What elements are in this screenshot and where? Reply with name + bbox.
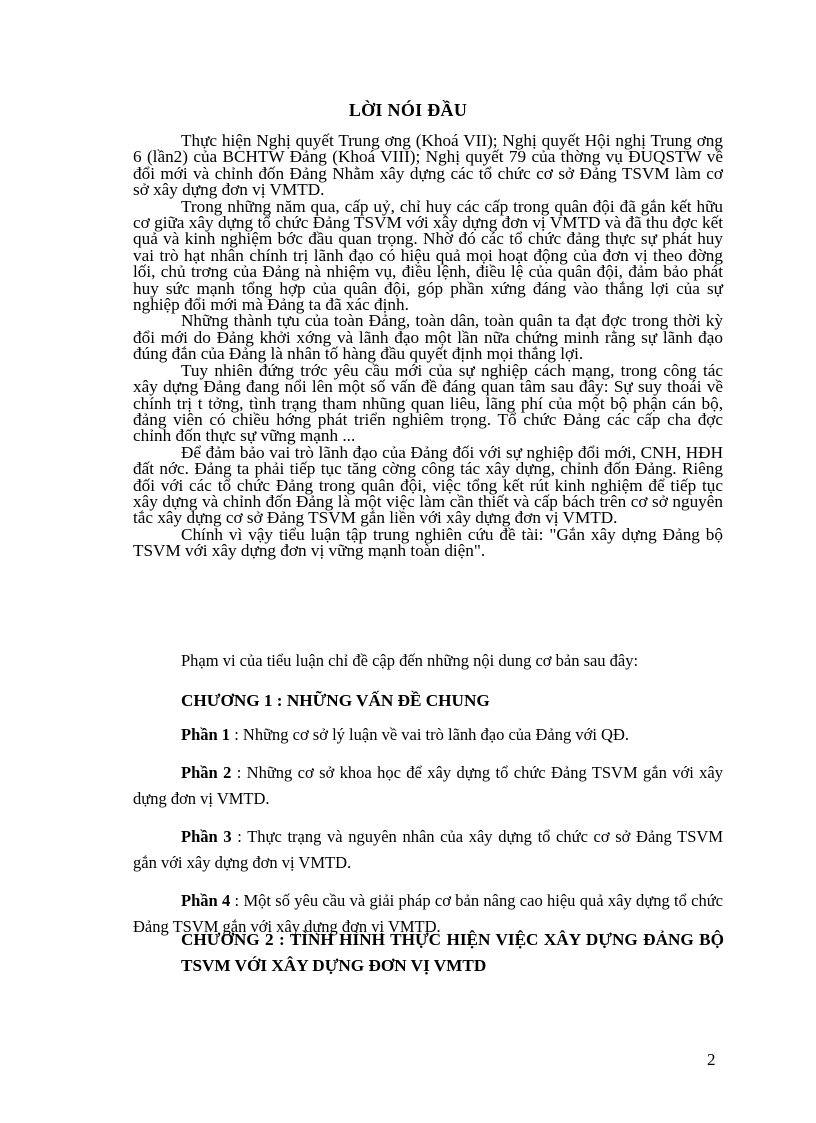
part-item [133,760,723,812]
paragraph: Tuy nhiên đứng trớc yêu cầu mới của sự nghiệp cách mạng, trong công tác xây dựng Đảng đang nổi lên một số vấn đề đáng quan tâm sau đây: Sự suy thoái về chính trị t tởng, tình trạng tham nhũng quan liêu, lãng phí của một bộ phận cán bộ, đảng viên có chiều hớng phát triển nghiêm trọng. Tổ chức Đảng các cấp cha đợc chỉnh đốn thực sự vững mạnh ... [133,360,723,446]
part-item [133,722,723,748]
page-number: 2 [707,1050,716,1069]
part-label: Phần 3 [181,827,232,846]
part-text: : Những cơ sở lý luận về vai trò lãnh đạo của Đảng với QĐ. [230,725,630,744]
paragraph: Để đảm bảo vai trò lãnh đạo của Đảng đối với sự nghiệp đổi mới, CNH, HĐH đất nớc. Đảng ta phải tiếp tục tăng cờng công tác xây dựng, chỉnh đốn Đảng. Riêng đối với các tổ chức Đảng trong quân đội, việc tổng kết rút kinh nghiệm để tiếp tục xây dựng và chỉnh đốn Đảng là một việc làm cần thiết và cấp bách trên cơ sở nguyên tắc xây dựng cơ sở Đảng TSVM gắn liền với xây dựng đơn vị VMTD. [133,442,723,528]
scope-text: Phạm vi của tiểu luận chỉ đề cập đến những nội dung cơ bản sau đây: [181,651,639,670]
chapter-1-section [133,690,723,952]
part-text: : Thực trạng và nguyên nhân của xây dựng tổ chức cơ sở Đảng TSVM gắn với xây dựng đơn vị VMTD. [133,827,723,872]
part-text: : Một số yêu cầu và giải pháp cơ bản nâng cao hiệu quả xây dựng tổ chức Đảng TSVM gắn với xây dựng đơn vị VMTD. [133,891,723,936]
part-label: Phần 4 [181,891,231,910]
paragraph: Những thành tựu của toàn Đảng, toàn dân, toàn quân ta đạt đợc trong thời kỳ đổi mới do Đảng khởi xớng và lãnh đạo một lần nữa chứng minh rằng sự lãnh đạo đúng đắn của Đảng là nhân tố hàng đầu quyết định mọi thắng lợi. [133,311,723,364]
part-item [133,824,723,876]
page-title: LỜI NÓI ĐẦU [348,100,468,120]
paragraph: Chính vì vậy tiểu luận tập trung nghiên cứu đề tài: "Gắn xây dựng Đảng bộ TSVM với xây dựng đơn vị vững mạnh toàn diện". [133,524,723,561]
chapter-2-heading: CHƯƠNG 2 : TÌNH HÌNH THỰC HIỆN VIỆC XÂY DỰNG ĐẢNG BỘ TSVM VỚI XÂY DỰNG ĐƠN VỊ VMTD [181,930,724,975]
chapter-1-heading: CHƯƠNG 1 : NHỮNG VẤN ĐỀ CHUNG [181,691,490,710]
part-text: : Những cơ sở khoa học để xây dựng tổ chức Đảng TSVM gắn với xây dựng đơn vị VMTD. [133,763,723,808]
intro-section [133,133,723,560]
part-label: Phần 2 [181,763,232,782]
paragraph: Trong những năm qua, cấp uỷ, chỉ huy các cấp trong quân đội đã gắn kết hữu cơ giữa xây dựng tổ chức Đảng TSVM với xây dựng đơn vị VMTD và đã thu đợc kết quả và kinh nghiệm bớc đầu quan trọng. Nhờ đó các tổ chức đảng thực sự phát huy vai trò hạt nhân chính trị lãnh đạo có hiệu quả mọi hoạt động của đơn vị theo đờng lối, chủ trơng của Đảng nà nhiệm vụ, điều lệnh, điều lệ của quân đội, đảm bảo phát huy sức mạnh tổng hợp của quân đội, góp phần xứng đáng vào thắng lợi của sự nghiệp đổi mới mà Đảng ta đã xác định. [133,196,723,315]
part-label: Phần 1 [181,725,231,744]
paragraph: Thực hiện Nghị quyết Trung ơng (Khoá VII); Nghị quyết Hội nghị Trung ơng 6 (lần2) của BCHTW Đảng (Khoá VIII); Nghị quyết 79 của thờng vụ ĐUQSTW về đổi mới và chỉnh đốn Đảng Nhằm xây dựng các tổ chức cơ sở Đảng TSVM làm cơ sở xây dựng đơn vị VMTD. [133,131,723,200]
